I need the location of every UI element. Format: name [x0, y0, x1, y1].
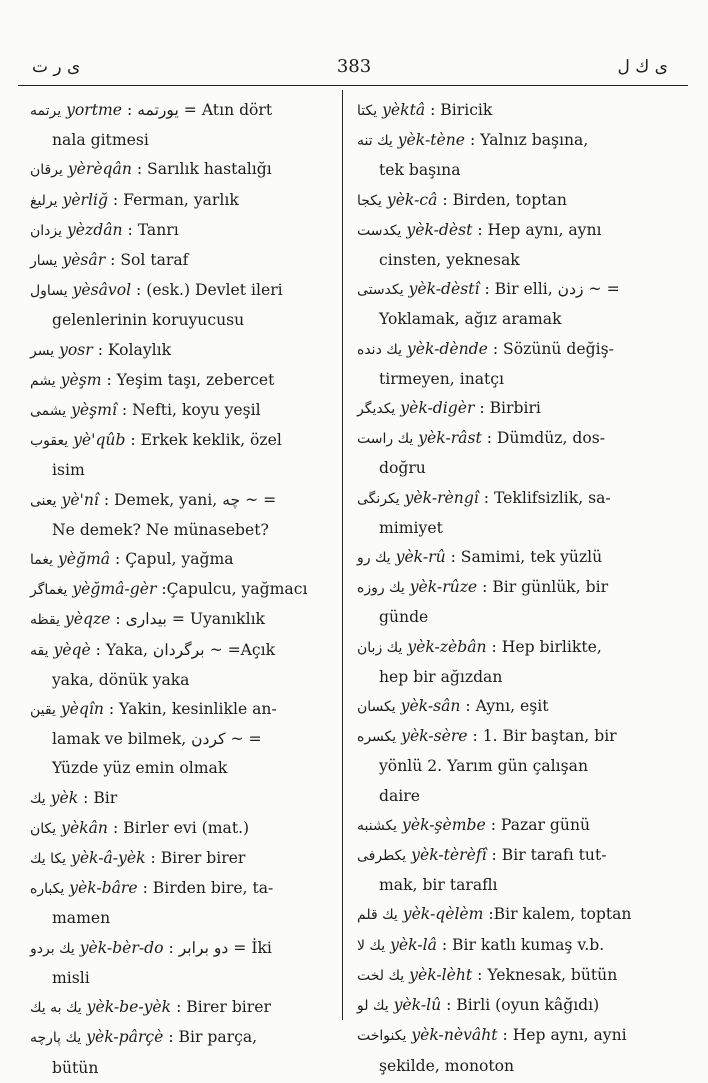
definition-continuation: mamen	[52, 909, 111, 928]
definition-continuation: doğru	[379, 459, 426, 478]
definition: : Bir günlük, bir	[477, 578, 609, 597]
definition: : 1. Bir baştan, bir	[467, 727, 617, 746]
definition: : Kolaylık	[92, 340, 172, 359]
definition: : Birler evi (mat.)	[107, 818, 250, 837]
headword-arabic: يكدستى	[357, 282, 404, 299]
definition-continuation: Ne demek? Ne münasebet?	[52, 520, 269, 539]
headword-transliteration: yèk-tèrèfî	[406, 846, 487, 865]
headword-arabic: يقظه	[30, 612, 60, 629]
definition-continuation: yönlü 2. Yarım gün çalışan	[379, 757, 588, 776]
headword-arabic: يرقان	[30, 162, 63, 179]
headword-transliteration: yèsâr	[57, 251, 106, 270]
definition: : Hep aynı, ayni	[497, 1026, 627, 1045]
dictionary-entry	[357, 900, 659, 930]
definition: : Samimi, tek yüzlü	[445, 548, 603, 567]
headword-arabic: يقه	[30, 642, 49, 659]
headword-arabic: يغما	[30, 552, 54, 569]
definition: :Bir kalem, toptan	[483, 905, 632, 924]
definition: : Çapul, yağma	[110, 550, 234, 569]
dictionary-entry	[30, 844, 335, 874]
definition-continuation: şekilde, monoton	[379, 1056, 515, 1075]
headword-arabic: يرتمه	[30, 103, 62, 119]
definition-continuation: tirmeyen, inatçı	[379, 369, 505, 388]
definition: : Yakin, kesinlikle an-	[103, 700, 277, 719]
definition: : Birer birer	[145, 849, 246, 868]
headword-transliteration: yèqze	[59, 610, 111, 629]
headword-arabic: يك قلم	[357, 907, 398, 924]
headword-arabic: يسر	[30, 342, 55, 359]
headword-transliteration: yèk-dènde	[401, 339, 488, 358]
running-header-left: ی ر ت	[32, 57, 81, 77]
definition: : Teklifsizlik, sa-	[478, 488, 611, 507]
dictionary-entry	[357, 275, 659, 334]
headword-arabic: يك لو	[357, 998, 389, 1015]
dictionary-entry	[30, 396, 335, 426]
left-column	[30, 96, 335, 1083]
headword-transliteration: yèk-câ	[381, 190, 438, 209]
dictionary-entry	[357, 216, 659, 275]
definition-continuation: bütün	[52, 1058, 99, 1077]
dictionary-entry	[357, 841, 659, 900]
headword-arabic: يك لا	[357, 937, 386, 954]
headword-transliteration: yèğmâ-gèr	[67, 580, 157, 599]
definition: : Bir tarafı tut-	[486, 846, 607, 865]
definition: :Çapulcu, yağmacı	[156, 580, 308, 599]
headword-transliteration: yèk-dèst	[401, 220, 473, 239]
headword-arabic: يكا يك	[30, 851, 67, 868]
definition-continuation: Yoklamak, ağız aramak	[379, 310, 562, 329]
dictionary-entry	[30, 216, 335, 246]
dictionary-entry	[357, 811, 659, 841]
headword-transliteration: yèk-sère	[396, 727, 468, 746]
definition-continuation: hep bir ağızdan	[379, 667, 503, 686]
dictionary-entry	[357, 335, 659, 394]
dictionary-entry	[357, 692, 659, 722]
headword-transliteration: yèğmâ	[53, 550, 111, 569]
headword-arabic: يرليغ	[30, 192, 58, 209]
headword-transliteration: yèk-bâre	[64, 879, 138, 898]
dictionary-entry	[30, 186, 335, 216]
headword-arabic: يعنى	[30, 492, 57, 509]
headword-transliteration: yèşm	[55, 370, 102, 389]
definition: : يورتمه = Atın dört	[122, 101, 273, 119]
dictionary-entry	[357, 424, 659, 483]
headword-arabic: يك زبان	[357, 639, 403, 656]
dictionary-entry	[357, 633, 659, 692]
headword-transliteration: yèk-qèlèm	[397, 905, 484, 924]
definition: : Birden, toptan	[437, 190, 567, 209]
dictionary-entry	[357, 186, 659, 216]
definition: : بيدارى = Uyanıklık	[110, 610, 266, 629]
headword-transliteration: yè'nî	[56, 490, 99, 509]
headword-transliteration: yèk-rû	[390, 548, 446, 567]
headword-transliteration: yèqè	[48, 640, 91, 659]
definition-continuation: tek başına	[379, 161, 461, 180]
page-number: 383	[336, 56, 372, 77]
dictionary-entry	[357, 991, 659, 1021]
headword-transliteration: yèk-zèbân	[402, 637, 487, 656]
headword-transliteration: yèk-râst	[413, 429, 482, 448]
headword-transliteration: yèrliğ	[57, 190, 108, 209]
definition: : Birbiri	[474, 399, 541, 418]
definition: : Erkek keklik, özel	[125, 431, 282, 450]
headword-arabic: يكشنبه	[357, 817, 398, 834]
headword-transliteration: yortme	[61, 101, 123, 119]
headword-arabic: يشم	[30, 372, 56, 389]
headword-arabic: يك دنده	[357, 341, 402, 358]
headword-arabic: يشمى	[30, 403, 67, 420]
definition: : Sol taraf	[105, 251, 189, 270]
column-divider	[342, 90, 343, 1020]
headword-transliteration: yèk-lèht	[404, 965, 473, 984]
definition-continuation: yaka, dönük yaka	[52, 670, 190, 689]
dictionary-entry	[30, 575, 335, 605]
dictionary-entry	[30, 1023, 335, 1082]
definition-continuation: daire	[379, 786, 420, 805]
headword-arabic: يكجا	[357, 192, 382, 209]
definition: : (esk.) Devlet ileri	[131, 281, 283, 300]
definition: : Tanrı	[122, 220, 179, 239]
dictionary-entry	[30, 366, 335, 396]
definition-continuation: misli	[52, 968, 90, 987]
dictionary-entry	[357, 96, 659, 126]
headword-transliteration: yèk-bèr-do	[74, 938, 164, 957]
definition: : Birli (oyun kâğıdı)	[441, 996, 600, 1015]
dictionary-entry	[30, 993, 335, 1023]
headword-arabic: يكان	[30, 820, 57, 837]
headword-transliteration: yèk-pârçè	[81, 1028, 164, 1047]
dictionary-entry	[357, 484, 659, 543]
dictionary-entry	[30, 486, 335, 545]
headword-arabic: يك پارچه	[30, 1030, 82, 1047]
definition: : Hep birlikte,	[486, 637, 602, 656]
definition: : دو برابر = İki	[163, 938, 272, 957]
headword-transliteration: yèşmî	[66, 401, 117, 420]
headword-arabic: يك روزه	[357, 580, 405, 597]
headword-transliteration: yèk-tène	[392, 131, 465, 150]
definition-continuation: Yüzde yüz emin olmak	[52, 759, 228, 778]
headword-arabic: يساول	[30, 283, 68, 300]
definition: : Bir elli, زدن ~ =	[479, 280, 620, 299]
headword-transliteration: yèk-lâ	[385, 935, 437, 954]
dictionary-entry	[30, 934, 335, 993]
dictionary-entry	[30, 874, 335, 933]
headword-transliteration: yèktâ	[377, 101, 426, 119]
dictionary-entry	[30, 276, 335, 335]
headword-arabic: يزدان	[30, 222, 63, 239]
headword-transliteration: yèk-lû	[388, 996, 442, 1015]
headword-transliteration: yèk-dèstî	[403, 280, 480, 299]
dictionary-entry	[30, 96, 335, 155]
headword-arabic: يك به يك	[30, 1000, 82, 1017]
headword-arabic: يك رو	[357, 550, 391, 567]
dictionary-entry	[30, 426, 335, 485]
headword-arabic: يسار	[30, 253, 58, 270]
definition: : Dümdüz, dos-	[481, 429, 606, 448]
definition: : Yeşim taşı, zebercet	[101, 370, 275, 389]
headword-arabic: يكدست	[357, 222, 402, 239]
headword-transliteration: yèk-nèvâht	[406, 1026, 498, 1045]
dictionary-entry	[30, 695, 335, 784]
definition: : Yalnız başına,	[465, 131, 589, 150]
dictionary-entry	[357, 931, 659, 961]
headword-transliteration: yèk-şèmbe	[397, 815, 486, 834]
definition: : Nefti, koyu yeşil	[116, 401, 261, 420]
headword-arabic: يكسره	[357, 729, 397, 746]
headword-transliteration: yèrèqân	[62, 160, 132, 179]
definition: : Demek, yani, چه ~ =	[98, 490, 277, 509]
headword-transliteration: yèkân	[56, 818, 108, 837]
headword-arabic: يكطرفى	[357, 848, 407, 865]
right-column	[357, 96, 659, 1081]
headword-transliteration: yèk-â-yèk	[66, 849, 146, 868]
headword-transliteration: yèk-be-yèk	[81, 998, 172, 1017]
definition: : Yeknesak, bütün	[472, 965, 618, 984]
definition-continuation: günde	[379, 608, 429, 627]
headword-transliteration: yosr	[54, 340, 93, 359]
running-header-right: ی ك ل	[617, 57, 668, 77]
headword-transliteration: yèsâvol	[67, 281, 132, 300]
definition: : Bir	[78, 788, 118, 807]
headword-arabic: يكتا	[357, 103, 378, 119]
definition-continuation: mimiyet	[379, 518, 443, 537]
definition-continuation: mak, bir taraflı	[379, 876, 498, 895]
definition: : Sözünü değiş-	[487, 339, 614, 358]
headword-arabic: يك بردو	[30, 940, 75, 957]
dictionary-entry	[357, 722, 659, 811]
dictionary-entry	[30, 545, 335, 575]
definition: : Aynı, eşit	[460, 697, 549, 716]
dictionary-entry	[357, 543, 659, 573]
definition: : Birden bire, ta-	[137, 879, 274, 898]
headword-transliteration: yè'qûb	[68, 431, 126, 450]
definition-continuation: isim	[52, 461, 85, 480]
definition: : Yaka, برگردان ~ =Açık	[90, 640, 276, 659]
dictionary-entry	[30, 605, 335, 635]
definition: : Bir parça,	[163, 1028, 258, 1047]
headword-arabic: يك لخت	[357, 967, 405, 984]
definition: : Biricik	[425, 101, 493, 119]
dictionary-entry	[30, 336, 335, 366]
headword-arabic: يكباره	[30, 881, 65, 898]
headword-arabic: يكسان	[357, 699, 396, 716]
headword-arabic: يكرنگى	[357, 490, 400, 507]
headword-arabic: يعقوب	[30, 433, 69, 450]
header-rule	[18, 85, 688, 86]
headword-arabic: يكنواخت	[357, 1028, 407, 1045]
dictionary-entry	[30, 155, 335, 185]
headword-arabic: يك	[30, 790, 46, 807]
dictionary-entry	[357, 126, 659, 185]
headword-transliteration: yèzdân	[62, 220, 123, 239]
definition: : Pazar günü	[485, 815, 591, 834]
dictionary-entry	[30, 784, 335, 814]
dictionary-entry	[30, 814, 335, 844]
headword-arabic: يكديگر	[357, 401, 396, 418]
headword-transliteration: yèk-rèngî	[399, 488, 479, 507]
dictionary-entry	[357, 961, 659, 991]
dictionary-entry	[357, 1021, 659, 1080]
dictionary-entry	[30, 246, 335, 276]
headword-arabic: يقين	[30, 702, 56, 719]
definition: : Bir katlı kumaş v.b.	[436, 935, 605, 954]
dictionary-entry	[357, 394, 659, 424]
headword-transliteration: yèk	[45, 788, 79, 807]
definition: : Birer birer	[171, 998, 271, 1017]
definition-continuation: cinsten, yeknesak	[379, 251, 520, 270]
definition: : Hep aynı, aynı	[472, 220, 602, 239]
headword-arabic: يك تنه	[357, 133, 393, 150]
headword-arabic: يغماگر	[30, 582, 68, 599]
headword-arabic: يك راست	[357, 431, 414, 448]
dictionary-entry	[357, 573, 659, 632]
headword-transliteration: yèk-digèr	[395, 399, 475, 418]
definition: : Sarılık hastalığı	[131, 160, 272, 179]
headword-transliteration: yèqîn	[55, 700, 104, 719]
definition-continuation: gelenlerinin koruyucusu	[52, 311, 245, 330]
headword-transliteration: yèk-sân	[395, 697, 461, 716]
dictionary-entry	[30, 636, 335, 695]
definition-continuation: nala gitmesi	[52, 131, 149, 150]
definition-continuation: lamak ve bilmek, كردن ~ =	[52, 730, 262, 749]
headword-transliteration: yèk-rûze	[404, 578, 478, 597]
definition: : Ferman, yarlık	[107, 190, 239, 209]
